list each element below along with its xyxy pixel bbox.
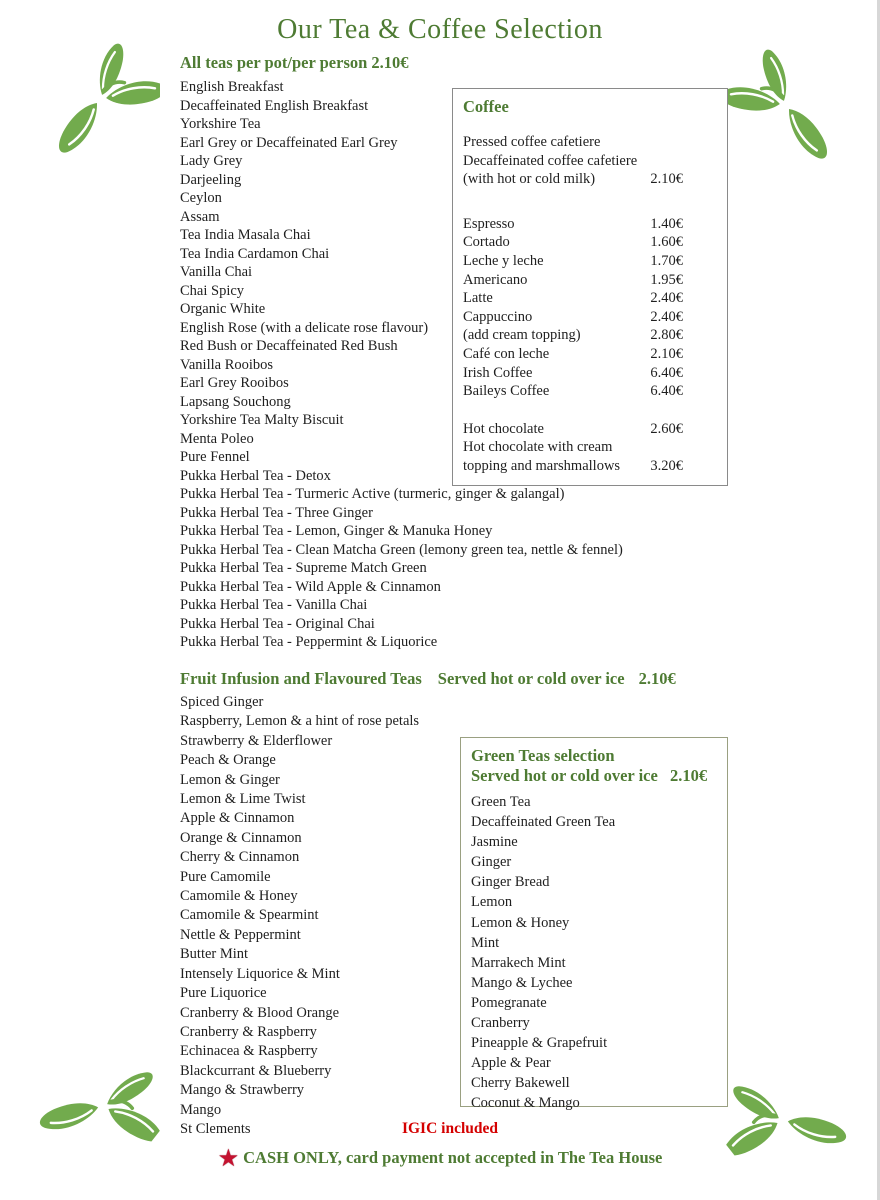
green-tea-item: Pineapple & Grapefruit (471, 1035, 608, 1052)
igic-note: IGIC included (401, 1120, 499, 1137)
coffee-price-row (453, 308, 727, 327)
coffee-item-label: Cappuccino (463, 308, 533, 325)
hot-chocolate-row (453, 438, 727, 475)
page-title: Our Tea & Coffee Selection (277, 14, 603, 45)
coffee-item-label: Irish Coffee (463, 364, 533, 381)
spacer (453, 189, 727, 215)
fruit-tea-item: Camomile & Spearmint (180, 907, 319, 924)
coffee-item: Pressed coffee cafetiere (463, 134, 601, 150)
green-teas-list (461, 786, 727, 1114)
fruit-tea-item: Peach & Orange (180, 752, 276, 769)
coffee-item-label: Hot chocolate with cream topping and marshmallows (463, 439, 621, 474)
coffee-item-label: Latte (463, 290, 493, 307)
green-tea-item: Coconut & Mango (471, 1095, 580, 1112)
fruit-tea-item: Intensely Liquorice & Mint (180, 965, 340, 982)
coffee-price-row (453, 364, 727, 383)
coffee-item-price: 1.70€ (650, 252, 683, 269)
cash-only-note (0, 1144, 880, 1173)
coffee-heading: Coffee (463, 97, 509, 116)
coffee-price-row (453, 289, 727, 308)
fruit-tea-item: Pure Camomile (180, 868, 271, 885)
fruit-heading-price: 2.10€ (638, 669, 676, 688)
tea-item: Vanilla Chai (180, 264, 253, 280)
tea-item: Ceylon (180, 190, 222, 206)
coffee-item-price: 2.60€ (650, 420, 683, 437)
coffee-item-label: Hot chocolate (463, 420, 544, 437)
coffee-item: Decaffeinated coffee cafetiere (463, 152, 638, 169)
green-tea-item: Decaffeinated Green Tea (471, 814, 616, 831)
tea-item: Red Bush or Decaffeinated Red Bush (180, 338, 398, 354)
fruit-tea-item: Lemon & Lime Twist (180, 791, 306, 808)
tea-item: Decaffeinated English Breakfast (180, 97, 369, 114)
fruit-tea-item: Spiced Ginger (180, 694, 264, 710)
tea-leaf-icon (38, 40, 160, 162)
hot-chocolate-row (453, 420, 727, 439)
tea-item: Earl Grey Rooibos (180, 375, 289, 391)
fruit-tea-item: Raspberry, Lemon & a hint of rose petals (180, 713, 420, 730)
fruit-tea-item: St Clements (180, 1120, 251, 1137)
tea-item: Pukka Herbal Tea - Supreme Match Green (180, 560, 427, 576)
tea-item: Tea India Cardamon Chai (180, 245, 330, 262)
cafetiere-price-row (453, 170, 727, 189)
fruit-tea-item: Butter Mint (180, 946, 249, 963)
green-tea-item: Ginger (471, 854, 512, 871)
coffee-price-row (453, 345, 727, 364)
green-teas-heading-sub: Served hot or cold over ice (471, 766, 658, 785)
coffee-price-row (453, 271, 727, 290)
green-teas-heading-price: 2.10€ (669, 766, 708, 785)
fruit-tea-item: Nettle & Peppermint (180, 926, 301, 943)
green-tea-item: Pomegranate (471, 994, 547, 1011)
cafetiere-lines (453, 133, 727, 170)
coffee-price-row (453, 382, 727, 401)
coffee-item-price: 2.10€ (650, 345, 683, 362)
teas-section-heading: All teas per pot/per person 2.10€ (180, 53, 409, 72)
fruit-tea-item: Cranberry & Blood Orange (180, 1004, 340, 1021)
coffee-box (452, 88, 728, 486)
coffee-item-price: 6.40€ (650, 364, 683, 381)
tea-item: Pukka Herbal Tea - Turmeric Active (turmeric, ginger & galangal) (180, 486, 565, 502)
fruit-heading-sub: Served hot or cold over ice (437, 669, 625, 688)
fruit-tea-item: Cherry & Cinnamon (180, 849, 300, 866)
coffee-item-label: (with hot or cold milk) (463, 171, 596, 188)
tea-item: Pukka Herbal Tea - Wild Apple & Cinnamon (180, 578, 441, 595)
coffee-item-label: Baileys Coffee (463, 383, 550, 400)
tea-item: Pukka Herbal Tea - Detox (180, 467, 331, 484)
fruit-tea-item: Blackcurrant & Blueberry (180, 1062, 332, 1079)
green-tea-item: Apple & Pear (471, 1055, 551, 1072)
fruit-tea-item: Camomile & Honey (180, 888, 298, 905)
tea-item: Assam (180, 208, 220, 225)
coffee-price-row (453, 215, 727, 234)
spacer (453, 401, 727, 420)
fruit-tea-item: Pure Liquorice (180, 985, 267, 1002)
green-tea-item: Lemon (471, 894, 513, 911)
fruit-tea-item: Echinacea & Raspberry (180, 1043, 318, 1060)
green-tea-item: Ginger Bread (471, 874, 550, 891)
coffee-item-price: 6.40€ (650, 383, 683, 400)
green-tea-item: Cherry Bakewell (471, 1075, 570, 1092)
green-tea-item: Mint (471, 934, 500, 951)
tea-item: Chai Spicy (180, 282, 245, 299)
coffee-price-list (453, 215, 727, 401)
green-tea-item: Jasmine (471, 834, 518, 851)
coffee-item-label: Americano (463, 271, 528, 288)
tea-item: Pure Fennel (180, 449, 250, 465)
coffee-item-price: 1.40€ (650, 215, 683, 232)
fruit-tea-item: Strawberry & Elderflower (180, 732, 333, 749)
tea-item: Yorkshire Tea Malty Biscuit (180, 412, 344, 428)
coffee-item-label: Café con leche (463, 345, 550, 362)
coffee-item-label: Leche y leche (463, 252, 544, 269)
cash-only-text: CASH ONLY, card payment not accepted in The Tea House (243, 1148, 663, 1167)
coffee-price-row (453, 326, 727, 345)
coffee-item-label: Cortado (463, 234, 510, 251)
green-tea-item: Green Tea (471, 794, 531, 810)
tea-item: Yorkshire Tea (180, 116, 261, 132)
coffee-item-label: Espresso (463, 215, 515, 232)
fruit-tea-item: Orange & Cinnamon (180, 829, 302, 846)
coffee-item-price: 2.40€ (650, 308, 683, 325)
tea-item: Pukka Herbal Tea - Lemon, Ginger & Manuka Honey (180, 523, 493, 539)
tea-item: Pukka Herbal Tea - Clean Matcha Green (lemony green tea, nettle & fennel) (180, 541, 623, 558)
fruit-tea-item: Cranberry & Raspberry (180, 1023, 317, 1040)
fruit-tea-item: Lemon & Ginger (180, 771, 280, 788)
coffee-item-price: 1.60€ (650, 234, 683, 251)
fruit-heading-title: Fruit Infusion and Flavoured Teas (180, 669, 422, 688)
fruit-infusion-list (180, 693, 419, 1139)
green-tea-item: Mango & Lychee (471, 974, 573, 991)
tea-item: Pukka Herbal Tea - Original Chai (180, 615, 375, 632)
tea-item: Pukka Herbal Tea - Vanilla Chai (180, 597, 368, 613)
fruit-tea-item: Mango (180, 1101, 222, 1118)
tea-item: Organic White (180, 301, 266, 317)
green-teas-box (460, 737, 728, 1112)
tea-item: Lapsang Souchong (180, 393, 291, 410)
green-teas-heading-line1: Green Teas selection (471, 746, 615, 765)
tea-item: English Rose (with a delicate rose flavour) (180, 319, 429, 336)
tea-item: Pukka Herbal Tea - Three Ginger (180, 504, 373, 521)
fruit-tea-item: Mango & Strawberry (180, 1082, 305, 1099)
coffee-item-price: 2.40€ (650, 290, 683, 307)
coffee-item-price: 2.10€ (650, 171, 683, 188)
coffee-body (453, 133, 727, 476)
tea-item: Tea India Masala Chai (180, 227, 311, 243)
tea-leaf-icon (726, 46, 848, 168)
coffee-item-price: 1.95€ (650, 271, 683, 288)
green-teas-heading (461, 738, 727, 786)
fruit-section-heading (180, 669, 676, 689)
tea-item: Vanilla Rooibos (180, 356, 274, 373)
coffee-item-price: 3.20€ (650, 457, 683, 474)
coffee-item-price: 2.80€ (650, 327, 683, 344)
tea-item: Menta Poleo (180, 430, 254, 447)
green-tea-item: Marrakech Mint (471, 954, 566, 971)
tea-item: Pukka Herbal Tea - Peppermint & Liquorice (180, 634, 438, 650)
tea-item: Lady Grey (180, 153, 243, 169)
coffee-price-row (453, 252, 727, 271)
fruit-tea-item: Apple & Cinnamon (180, 810, 295, 827)
green-tea-item: Cranberry (471, 1015, 530, 1032)
coffee-item-label: (add cream topping) (463, 327, 581, 344)
tea-item: Earl Grey or Decaffeinated Earl Grey (180, 134, 398, 151)
tea-item: Darjeeling (180, 171, 242, 188)
star-icon: ★ (217, 1146, 240, 1172)
green-teas-heading-line2 (471, 766, 717, 786)
tea-item: English Breakfast (180, 79, 284, 95)
hot-chocolate-list (453, 420, 727, 476)
coffee-price-row (453, 233, 727, 252)
green-tea-item: Lemon & Honey (471, 914, 570, 931)
